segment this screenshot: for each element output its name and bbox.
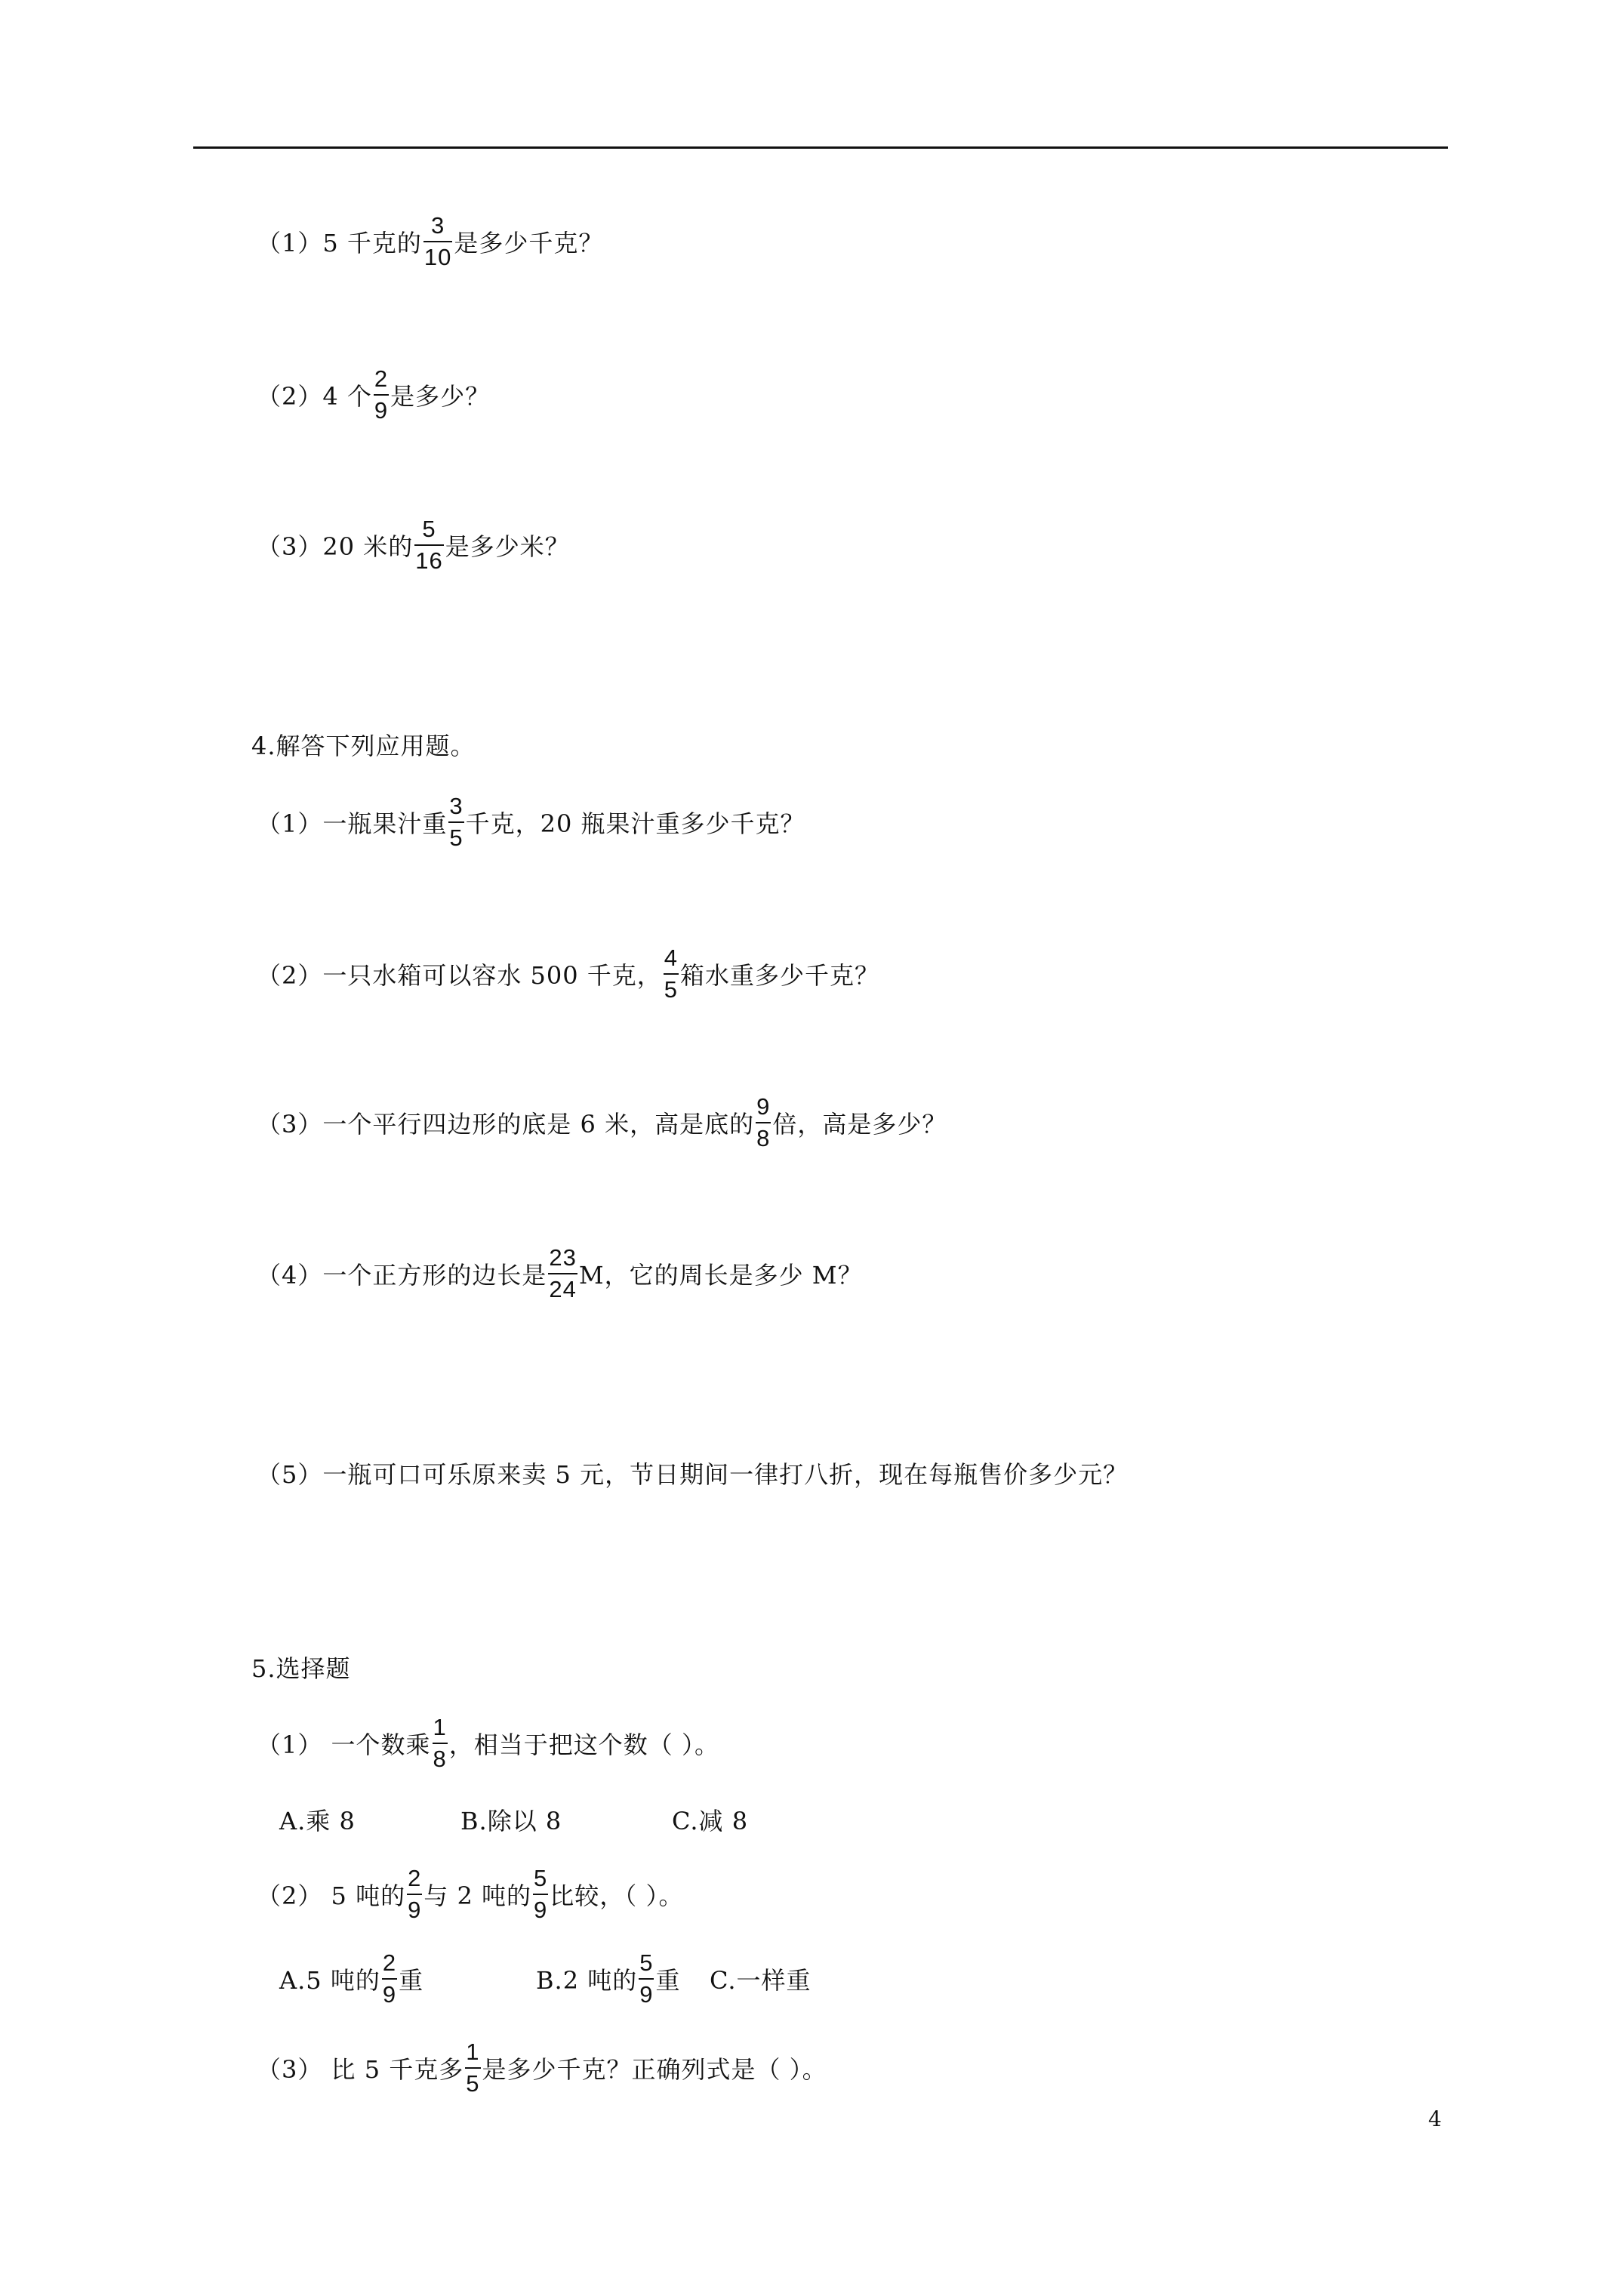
q4-item-2-prefix: （2）一只水箱可以容水 500 千克， <box>257 961 662 990</box>
q5-item-1-suffix: ，相当于把这个数（ ）。 <box>448 1730 719 1759</box>
fraction-denominator: 9 <box>639 1981 654 2008</box>
fraction <box>448 791 463 853</box>
fraction-numerator: 1 <box>433 1714 447 1740</box>
q4-item-1-suffix: 千克，20 瓶果汁重多少千克？ <box>465 809 805 838</box>
q5-item-3-prefix: （3） 比 5 千克多 <box>257 2055 464 2084</box>
fraction <box>407 1863 422 1925</box>
q4-heading-text: 4.解答下列应用题。 <box>251 732 476 760</box>
fraction-numerator: 5 <box>534 1865 548 1891</box>
q4-item-2-suffix: 箱水重多少千克？ <box>680 961 880 990</box>
q3-item-2-prefix: （2）4 个 <box>257 382 372 411</box>
q5-item-2-suffix: 比较，（ ）。 <box>550 1881 684 1910</box>
fraction <box>423 211 452 273</box>
q4-item-3-suffix: 倍，高是多少？ <box>772 1110 947 1139</box>
q4-item-5-text: （5）一瓶可口可乐原来卖 5 元，节日期间一律打八折，现在每瓶售价多少元？ <box>257 1460 1129 1489</box>
option-c: C.减 8 <box>672 1807 749 1835</box>
fraction-denominator: 16 <box>415 547 443 574</box>
fraction-denominator: 9 <box>534 1897 548 1923</box>
option-c: C.一样重 <box>710 1966 812 1995</box>
q4-item-3 <box>257 1089 947 1157</box>
fraction <box>756 1092 771 1154</box>
q5-heading <box>251 1633 351 1701</box>
q3-item-3-prefix: （3）20 米的 <box>257 532 414 561</box>
q3-item-3 <box>257 511 570 579</box>
fraction-denominator: 9 <box>382 1981 397 2008</box>
fraction-numerator: 9 <box>756 1093 771 1120</box>
q4-item-1-prefix: （1）一瓶果汁重 <box>257 809 448 838</box>
q5-item-2-mid: 与 2 吨的 <box>423 1881 532 1910</box>
option-b-suffix: 重 <box>655 1966 681 1995</box>
q5-heading-text: 5.选择题 <box>251 1654 351 1683</box>
fraction-numerator: 2 <box>382 1949 397 1976</box>
q5-item-3-suffix: 是多少千克？正确列式是（ ）。 <box>482 2055 827 2084</box>
q3-item-3-suffix: 是多少米？ <box>445 532 570 561</box>
option-b: B.除以 8 <box>460 1807 562 1835</box>
fraction-numerator: 2 <box>374 365 389 392</box>
fraction-numerator: 4 <box>664 945 679 971</box>
fraction <box>664 943 679 1005</box>
q4-item-5 <box>257 1439 1128 1507</box>
fraction-numerator: 3 <box>431 212 445 239</box>
q4-item-1 <box>257 788 805 856</box>
fraction <box>465 2037 480 2099</box>
q4-heading <box>251 710 476 778</box>
option-b-prefix: B.2 吨的 <box>536 1966 638 1995</box>
fraction <box>548 1243 577 1305</box>
q5-item-1 <box>257 1709 719 1777</box>
fraction-denominator: 10 <box>423 244 452 270</box>
fraction-numerator: 3 <box>449 793 463 819</box>
fraction-denominator: 5 <box>664 976 679 1003</box>
fraction <box>414 514 443 576</box>
option-a-suffix: 重 <box>399 1966 424 1995</box>
header-rule <box>193 146 1448 149</box>
fraction-numerator: 23 <box>549 1244 577 1271</box>
q3-item-1-suffix: 是多少千克？ <box>454 229 604 257</box>
q3-item-1 <box>257 208 603 276</box>
fraction-denominator: 5 <box>449 824 463 851</box>
q3-item-1-prefix: （1）5 千克的 <box>257 229 422 257</box>
q5-item-2-prefix: （2） 5 吨的 <box>257 1881 406 1910</box>
q4-item-4 <box>257 1240 863 1308</box>
q4-item-4-prefix: （4）一个正方形的边长是 <box>257 1261 547 1290</box>
fraction <box>382 1948 397 2010</box>
fraction-denominator: 5 <box>466 2070 480 2097</box>
fraction-denominator: 8 <box>756 1125 771 1151</box>
fraction-denominator: 9 <box>374 397 389 424</box>
q5-item-1-prefix: （1） 一个数乘 <box>257 1730 431 1759</box>
fraction-numerator: 5 <box>639 1949 654 1976</box>
q3-item-2 <box>257 361 490 429</box>
fraction-denominator: 24 <box>549 1276 577 1302</box>
fraction-denominator: 8 <box>433 1746 447 1772</box>
fraction-numerator: 2 <box>408 1865 422 1891</box>
q3-item-2-suffix: 是多少？ <box>390 382 491 411</box>
fraction-denominator: 9 <box>408 1897 422 1923</box>
option-a: A.乘 8 <box>279 1807 356 1835</box>
fraction <box>374 364 389 426</box>
q5-item-2 <box>257 1860 683 1928</box>
q5-item-3 <box>257 2034 827 2102</box>
fraction <box>639 1948 654 2010</box>
option-a <box>279 1948 536 2010</box>
q4-item-3-prefix: （3）一个平行四边形的底是 6 米，高是底的 <box>257 1110 755 1139</box>
fraction-numerator: 1 <box>466 2039 480 2065</box>
q4-item-2 <box>257 940 879 1008</box>
q5-item-2-options <box>279 1945 812 2013</box>
q5-item-1-options <box>279 1786 748 1854</box>
q4-item-4-suffix: M，它的周长是多少 M？ <box>578 1261 863 1290</box>
option-b <box>536 1948 710 2010</box>
option-a-prefix: A.5 吨的 <box>279 1966 380 1995</box>
page-number: 4 <box>1428 2106 1442 2131</box>
fraction-numerator: 5 <box>422 516 436 542</box>
fraction <box>533 1863 548 1925</box>
fraction <box>433 1712 448 1774</box>
